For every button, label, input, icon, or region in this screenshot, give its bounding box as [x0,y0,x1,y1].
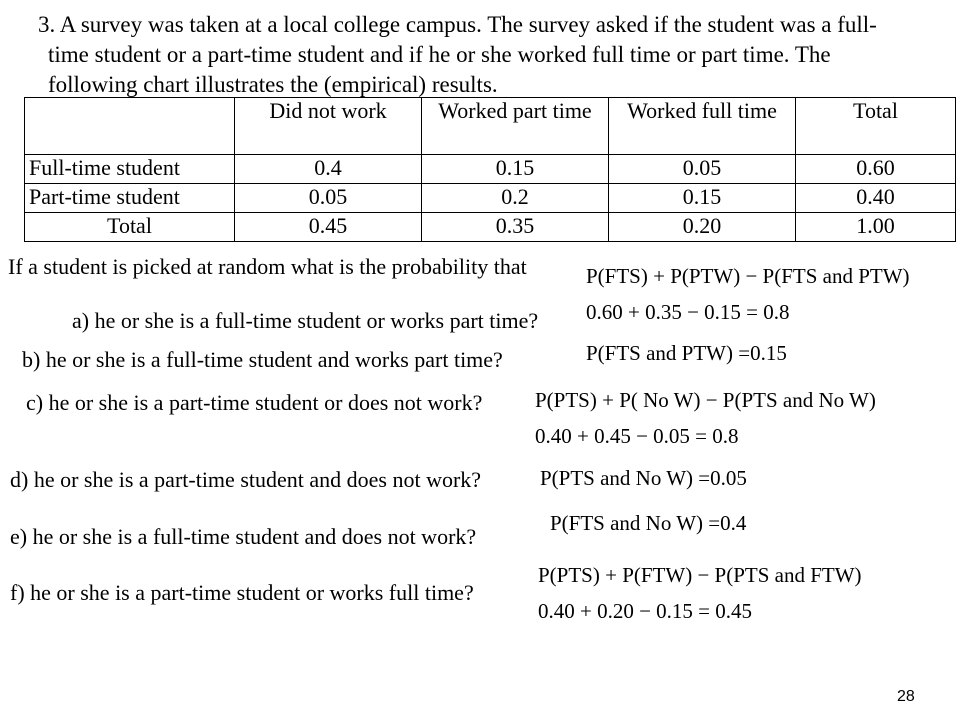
question-b: b) he or she is a full-time student and works part time? [22,347,503,372]
page-number: 28 [897,688,915,705]
table-cell: 0.35 [422,213,609,242]
table-cell: 0.05 [609,155,796,184]
table-header-cell: Did not work [235,98,422,155]
table-cell: 0.45 [235,213,422,242]
table-row [25,184,956,213]
problem-line-1: 3. A survey was taken at a local college campus. The survey asked if the student was a full- [38,12,877,37]
table-cell: 0.15 [422,155,609,184]
table-row [25,213,956,242]
answer-a-formula: P(FTS) + P(PTW) − P(FTS and PTW) [586,264,910,288]
table-row-label: Part-time student [25,184,235,213]
table-header-row [25,98,956,155]
table-header-cell [25,98,235,155]
table-cell: 1.00 [796,213,956,242]
table-cell: 0.40 [796,184,956,213]
table-cell: 0.15 [609,184,796,213]
question-f: f) he or she is a part-time student or works full time? [10,580,474,605]
answer-c-calculation: 0.40 + 0.45 − 0.05 = 0.8 [535,424,739,448]
table-row [25,155,956,184]
answer-f-calculation: 0.40 + 0.20 − 0.15 = 0.45 [538,599,753,623]
answer-b-formula: P(FTS and PTW) =0.15 [586,341,787,365]
table-header-cell: Worked full time [609,98,796,155]
table-cell: 0.4 [235,155,422,184]
answer-f-formula: P(PTS) + P(FTW) − P(PTS and FTW) [538,563,862,587]
table-row-label: Total [25,213,235,242]
table-cell: 0.2 [422,184,609,213]
problem-line-3: following chart illustrates the (empirical) results. [48,72,498,97]
table-header-cell: Total [796,98,956,155]
answer-d-formula: P(PTS and No W) =0.05 [540,466,747,490]
table-cell: 0.20 [609,213,796,242]
table-cell: 0.05 [235,184,422,213]
answer-a-calculation: 0.60 + 0.35 − 0.15 = 0.8 [586,300,790,324]
question-e: e) he or she is a full-time student and does not work? [10,524,477,549]
answer-c-formula: P(PTS) + P( No W) − P(PTS and No W) [535,388,876,412]
answer-e-formula: P(FTS and No W) =0.4 [550,511,747,535]
question-d: d) he or she is a part-time student and does not work? [10,467,482,492]
question-c: c) he or she is a part-time student or does not work? [26,390,483,415]
survey-table [24,97,956,242]
problem-line-2: time student or a part-time student and if he or she worked full time or part time. The [48,42,831,67]
problem-statement [38,10,938,100]
table-cell: 0.60 [796,155,956,184]
table-row-label: Full-time student [25,155,235,184]
table-header-cell: Worked part time [422,98,609,155]
question-prompt: If a student is picked at random what is the probability that [8,254,527,279]
question-a: a) he or she is a full-time student or works part time? [72,308,539,333]
